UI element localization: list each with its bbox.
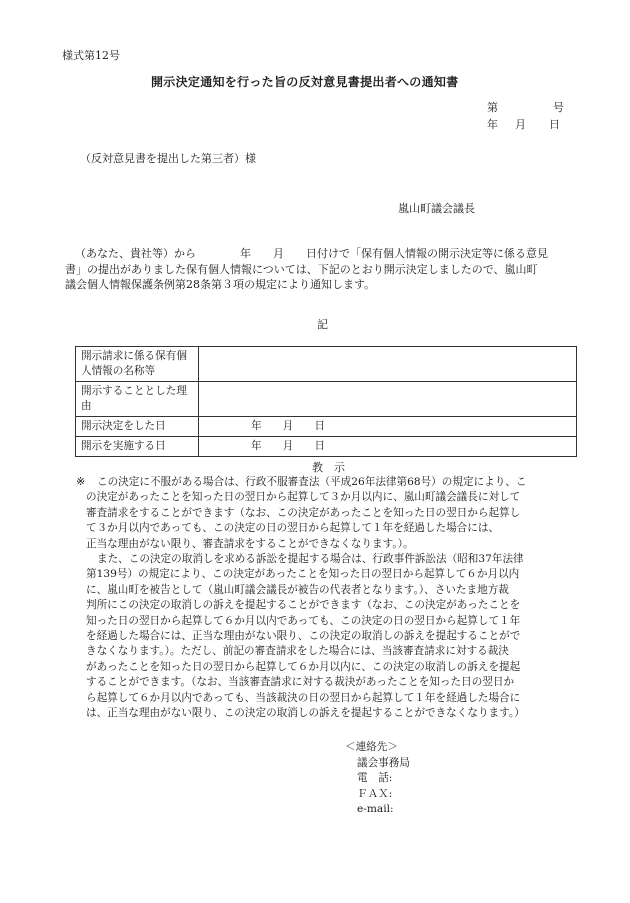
body-line: 議会個人情報保護条例第28条第３項の規定により通知します。 bbox=[65, 278, 376, 292]
instruction-line: て３か月以内であっても、この決定の日の翌日から起算して１年を経過した場合には、 bbox=[86, 522, 500, 535]
instruction-mark: ※ bbox=[76, 475, 86, 488]
ki-label: 記 bbox=[317, 318, 328, 331]
instruction-line: は、正当な理由がない限り、この決定の取消しの訴えを提起することができなくなります。） bbox=[86, 707, 525, 720]
instruction-line: 第139号）の規定により、この決定があったことを知った日の翌日から起算して６か月以内 bbox=[86, 568, 520, 581]
contact-block bbox=[345, 740, 410, 818]
instruction-line: 知った日の翌日から起算して６か月以内であっても、この決定の日の翌日から起算して１年 bbox=[86, 614, 521, 627]
table-value: 年 月 日 bbox=[199, 417, 577, 437]
body-paragraph bbox=[65, 246, 548, 293]
date-month: 月 bbox=[515, 118, 526, 131]
instruction-body bbox=[75, 475, 595, 722]
form-number: 様式第12号 bbox=[62, 49, 120, 62]
instruction-line: きなくなります。）。ただし、前記の審査請求をした場合には、当該審査請求に対する裁決 bbox=[86, 645, 509, 658]
addressee: （反対意見書を提出した第三者）様 bbox=[80, 152, 256, 165]
table-label: 開示決定をした日 bbox=[76, 417, 199, 437]
table-label: 開示を実施する日 bbox=[76, 437, 199, 457]
instruction-line: 判所にこの決定の取消しの訴えを提起することができます（なお、この決定があったことを bbox=[86, 599, 521, 612]
instruction-line: この決定に不服がある場合は、行政不服審査法（平成26年法律第68号）の規定により、こ bbox=[97, 476, 527, 488]
table-row bbox=[76, 347, 577, 382]
date-day: 日 bbox=[549, 118, 560, 131]
doc-number-prefix: 第 bbox=[487, 101, 498, 114]
instruction-line: 審査請求をすることができます（なお、この決定があったことを知った日の翌日から起算し bbox=[86, 506, 521, 519]
body-line: （あなた、貴社等）から 年 月 日付けで「保有個人情報の開示決定等に係る意見 bbox=[75, 247, 548, 260]
table-value bbox=[199, 347, 577, 382]
contact-email-label: e-mail: bbox=[357, 803, 394, 816]
instruction-line: また、この決定の取消しを求める訴訟を提起する場合は、行政事件訴訟法（昭和37年法律 bbox=[97, 553, 524, 566]
instruction-line: の決定があったことを知った日の翌日から起算して３か月以内に、嵐山町議会議長に対して bbox=[86, 491, 521, 504]
sender: 嵐山町議会議長 bbox=[398, 202, 475, 215]
table-label: 開示請求に係る保有個人情報の名称等 bbox=[76, 347, 199, 382]
table-row bbox=[76, 382, 577, 417]
contact-fax-label: ＦＡＸ: bbox=[357, 787, 393, 800]
table-label: 開示することとした理由 bbox=[76, 382, 199, 417]
contact-heading: ＜連絡先＞ bbox=[345, 741, 398, 753]
instruction-line: があったことを知った日の翌日から起算して６か月以内に、この決定の取消しの訴えを提起 bbox=[86, 660, 521, 673]
instruction-line: に、嵐山町を被告として（嵐山町議会議長が被告の代表者となります。）、さいたま地方裁 bbox=[86, 583, 509, 596]
table-value: 年 月 日 bbox=[199, 437, 577, 457]
instruction-line: することができます。（なお、当該審査請求に対する裁決があったことを知った日の翌日か bbox=[86, 676, 515, 689]
contact-phone-label: 電 話: bbox=[357, 772, 393, 785]
instruction-line: ら起算して６か月以内であっても、当該裁決の日の翌日から起算して１年を経過した場合に bbox=[86, 691, 521, 704]
instruction-line: 正当な理由がない限り、審査請求をすることができなくなります。）。 bbox=[86, 537, 414, 550]
instruction-line: を経過した場合には、正当な理由がない限り、この決定の取消しの訴えを提起することがで bbox=[86, 630, 521, 643]
disclosure-table bbox=[75, 346, 577, 457]
contact-office: 議会事務局 bbox=[357, 756, 410, 769]
instruction-title: 教 示 bbox=[312, 461, 345, 474]
table-row bbox=[76, 417, 577, 437]
table-value bbox=[199, 382, 577, 417]
date-year: 年 bbox=[487, 118, 498, 131]
table-row bbox=[76, 437, 577, 457]
doc-number-suffix: 号 bbox=[553, 101, 564, 114]
body-line: 書」の提出がありました保有個人情報については、下記のとおり開示決定しましたので、嵐山町 bbox=[65, 262, 538, 276]
document-title: 開示決定通知を行った旨の反対意見書提出者への通知書 bbox=[151, 75, 459, 89]
